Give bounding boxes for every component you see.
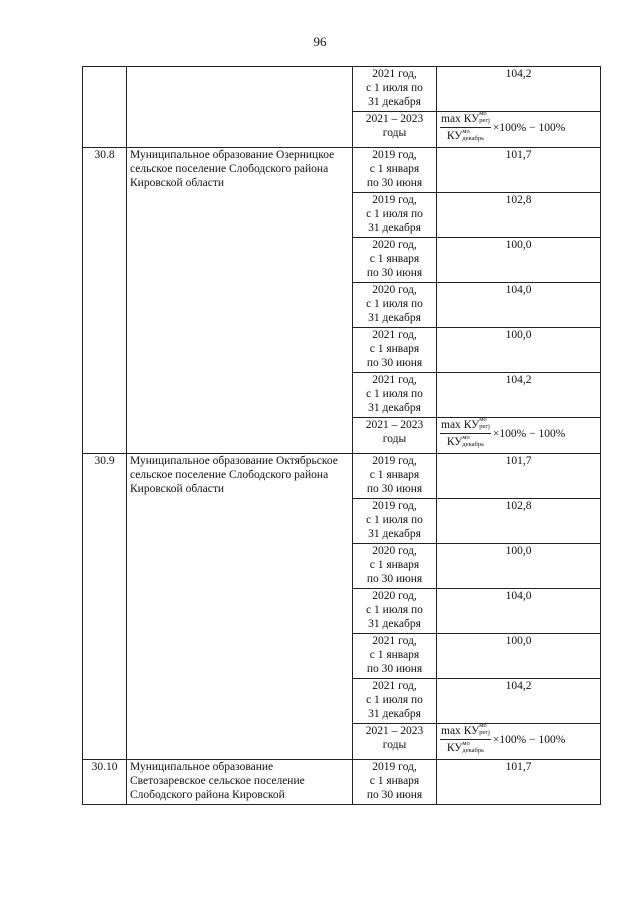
- formula-sub-reg: рег: [479, 117, 489, 125]
- period-line: с 1 января: [369, 649, 420, 661]
- index-formula: [440, 724, 565, 756]
- period-cell: [353, 418, 437, 454]
- table-row: [83, 148, 601, 193]
- period-line: 2021 – 2023: [365, 725, 424, 737]
- formula-den-sub: декабрь: [462, 746, 485, 754]
- period-line: 2019 год,: [372, 194, 417, 206]
- formula-den-sup: мо: [462, 739, 470, 747]
- period-line: 31 декабря: [368, 618, 421, 630]
- value-cell: 104,2: [437, 373, 601, 418]
- period-line: с 1 января: [369, 469, 420, 481]
- formula-den-indices: [462, 740, 484, 754]
- period-line: с 1 января: [369, 253, 420, 265]
- tariff-table: [82, 66, 601, 805]
- period-line: 31 декабря: [368, 402, 421, 414]
- period-line: по 30 июня: [366, 663, 423, 675]
- period-line: годы: [382, 433, 407, 445]
- value-cell: 104,2: [437, 67, 601, 112]
- formula-max: max: [441, 419, 461, 431]
- value-cell: 100,0: [437, 328, 601, 373]
- index-formula: [440, 418, 565, 450]
- period-line: 2021 – 2023: [365, 113, 424, 125]
- period-cell: [353, 679, 437, 724]
- period-line: с 1 июля по: [366, 604, 423, 616]
- period-line: по 30 июня: [366, 357, 423, 369]
- period-line: 31 декабря: [368, 222, 421, 234]
- period-cell: [353, 634, 437, 679]
- formula-tail: ×100% − 100%: [492, 121, 566, 134]
- number-cell: 30.10: [83, 760, 127, 805]
- formula-denominator: [447, 740, 484, 755]
- formula-numerator: [440, 418, 491, 434]
- period-cell: [353, 373, 437, 418]
- formula-sub-reg: рег: [479, 729, 489, 737]
- formula-den-indices: [462, 434, 484, 448]
- formula-sup: мо: [479, 723, 487, 730]
- period-cell: [353, 544, 437, 589]
- formula-den-sub: декабрь: [462, 440, 485, 448]
- formula-numerator: [440, 724, 491, 740]
- formula-ku-den: КУ: [446, 742, 463, 755]
- formula-sub: [479, 423, 490, 430]
- table-row: [83, 454, 601, 499]
- period-line: с 1 июля по: [366, 388, 423, 400]
- formula-ku: КУ: [463, 113, 480, 125]
- period-line: с 1 января: [369, 775, 420, 787]
- period-line: 2020 год,: [372, 284, 417, 296]
- value-cell: 104,0: [437, 283, 601, 328]
- value-cell: 100,0: [437, 634, 601, 679]
- period-line: 2021 – 2023: [365, 419, 424, 431]
- formula-cell: [437, 724, 601, 760]
- formula-tail: ×100% − 100%: [492, 733, 566, 746]
- formula-denominator: [447, 434, 484, 449]
- formula-denominator: [447, 128, 484, 143]
- value-cell: 100,0: [437, 238, 601, 283]
- period-cell: [353, 760, 437, 805]
- formula-cell: [437, 112, 601, 148]
- formula-fraction: [440, 418, 491, 450]
- value-cell: 102,8: [437, 193, 601, 238]
- formula-sub-reg: рег: [479, 423, 489, 431]
- number-cell: 30.9: [83, 454, 127, 760]
- index-formula: [440, 112, 565, 144]
- value-cell: 101,7: [437, 148, 601, 193]
- period-line: с 1 июля по: [366, 298, 423, 310]
- table-row: [83, 760, 601, 805]
- formula-tail: ×100% − 100%: [492, 427, 566, 440]
- formula-sub: [479, 729, 490, 736]
- period-line: по 30 июня: [366, 267, 423, 279]
- name-cell: Муниципальное образование Озерницкое сельское поселение Слободского района Кировской области: [127, 148, 353, 454]
- period-line: 2020 год,: [372, 545, 417, 557]
- period-line: с 1 января: [369, 343, 420, 355]
- number-cell: 30.8: [83, 148, 127, 454]
- formula-den-indices: [462, 128, 484, 142]
- period-line: с 1 июля по: [366, 514, 423, 526]
- number-cell: [83, 67, 127, 148]
- period-line: 2021 год,: [372, 374, 417, 386]
- formula-sup: мо: [479, 417, 487, 424]
- formula-numerator: [440, 112, 491, 128]
- formula-max: max: [441, 725, 461, 737]
- formula-indices: [479, 724, 490, 737]
- formula-ku-den: КУ: [446, 130, 463, 143]
- period-line: 2019 год,: [372, 455, 417, 467]
- period-cell: [353, 589, 437, 634]
- period-line: годы: [382, 739, 407, 751]
- formula-den-sup: мо: [462, 127, 470, 135]
- period-line: 2019 год,: [372, 149, 417, 161]
- formula-fraction: [440, 112, 491, 144]
- period-cell: [353, 112, 437, 148]
- period-line: 31 декабря: [368, 528, 421, 540]
- period-cell: [353, 238, 437, 283]
- formula-sub-j: j: [488, 117, 490, 125]
- period-cell: [353, 724, 437, 760]
- page-number: 96: [313, 34, 327, 49]
- period-line: 31 декабря: [368, 708, 421, 720]
- formula-den-sup: мо: [462, 433, 470, 441]
- period-line: 2021 год,: [372, 680, 417, 692]
- period-line: 2020 год,: [372, 590, 417, 602]
- period-line: по 30 июня: [366, 789, 423, 801]
- table-row: [83, 67, 601, 112]
- period-line: 31 декабря: [368, 312, 421, 324]
- period-line: с 1 июля по: [366, 694, 423, 706]
- value-cell: 104,2: [437, 679, 601, 724]
- formula-sup: мо: [479, 111, 487, 118]
- period-cell: [353, 67, 437, 112]
- period-line: 2021 год,: [372, 329, 417, 341]
- period-line: с 1 января: [369, 559, 420, 571]
- formula-indices: [479, 418, 490, 431]
- period-line: с 1 июля по: [366, 82, 423, 94]
- formula-sub-j: j: [488, 423, 490, 431]
- period-cell: [353, 148, 437, 193]
- formula-sub-j: j: [488, 729, 490, 737]
- period-line: с 1 июля по: [366, 208, 423, 220]
- formula-ku-den: КУ: [446, 436, 463, 449]
- name-cell: Муниципальное образование Октябрьское сельское поселение Слободского района Кировской области: [127, 454, 353, 760]
- period-line: 31 декабря: [368, 96, 421, 108]
- period-cell: [353, 283, 437, 328]
- formula-max: max: [441, 113, 461, 125]
- period-cell: [353, 499, 437, 544]
- period-line: годы: [382, 127, 407, 139]
- value-cell: 101,7: [437, 454, 601, 499]
- period-line: по 30 июня: [366, 177, 423, 189]
- name-cell: [127, 67, 353, 148]
- value-cell: 101,7: [437, 760, 601, 805]
- name-cell: Муниципальное образование Светозаревское сельское поселение Слободского района Кировской: [127, 760, 353, 805]
- period-line: 2019 год,: [372, 761, 417, 773]
- formula-sub: [479, 117, 490, 124]
- value-cell: 104,0: [437, 589, 601, 634]
- period-line: по 30 июня: [366, 573, 423, 585]
- formula-ku: КУ: [463, 725, 480, 737]
- formula-den-sub: декабрь: [462, 134, 485, 142]
- period-cell: [353, 454, 437, 499]
- period-cell: [353, 193, 437, 238]
- period-line: 2021 год,: [372, 68, 417, 80]
- period-line: 2021 год,: [372, 635, 417, 647]
- period-line: 2019 год,: [372, 500, 417, 512]
- period-line: по 30 июня: [366, 483, 423, 495]
- value-cell: 102,8: [437, 499, 601, 544]
- period-line: с 1 января: [369, 163, 420, 175]
- period-cell: [353, 328, 437, 373]
- formula-ku: КУ: [463, 419, 480, 431]
- formula-fraction: [440, 724, 491, 756]
- value-cell: 100,0: [437, 544, 601, 589]
- period-line: 2020 год,: [372, 239, 417, 251]
- formula-indices: [479, 112, 490, 125]
- formula-cell: [437, 418, 601, 454]
